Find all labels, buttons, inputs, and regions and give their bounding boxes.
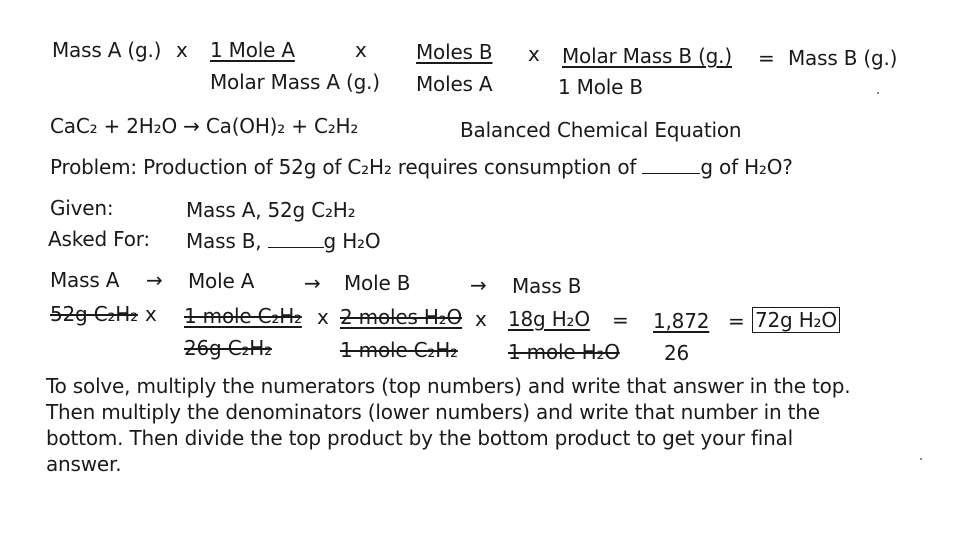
asked-blank	[268, 229, 324, 248]
calc-denominator-1	[184, 336, 272, 360]
formula-one-mole-a: 1 Mole A	[210, 38, 295, 62]
step-mass-a: Mass A	[50, 268, 120, 292]
problem-prefix: Problem: Production of 52g of C₂H₂ requires consumption of	[50, 155, 643, 179]
instructions-paragraph	[46, 373, 926, 477]
calc-denominator-product: 26	[664, 341, 690, 365]
calc-denominator-1-value: 26g C₂H₂	[184, 336, 272, 360]
step-mole-b: Mole B	[344, 271, 411, 295]
calc-numerator-3: 18g H₂O	[508, 307, 590, 331]
formula-mass-a: Mass A (g.)	[52, 38, 162, 62]
given-label: Given:	[50, 196, 114, 220]
formula-mass-b: Mass B (g.)	[788, 46, 898, 70]
problem-statement	[50, 155, 793, 179]
calc-numerator-2: 2 moles H₂O	[340, 305, 463, 329]
formula-one-mole-b: 1 Mole B	[558, 75, 643, 99]
formula-moles-a: Moles A	[416, 72, 493, 96]
step-arrow-1: →	[146, 268, 163, 292]
calc-times-1: x	[145, 302, 157, 326]
scan-speck	[920, 458, 922, 460]
calc-numerator-1: 1 mole C₂H₂	[184, 304, 302, 328]
formula-molar-mass-b: Molar Mass B (g.)	[562, 44, 732, 68]
calc-equals-2: =	[728, 309, 745, 333]
asked-label: Asked For:	[48, 227, 150, 251]
step-arrow-3: →	[470, 273, 487, 297]
formula-molar-mass-a: Molar Mass A (g.)	[210, 70, 380, 94]
balanced-equation-label: Balanced Chemical Equation	[460, 118, 742, 142]
asked-suffix: g H₂O	[323, 229, 381, 253]
instructions-line: bottom. Then divide the top product by the bottom product to get your final	[46, 426, 793, 450]
formula-times-3: x	[528, 42, 540, 66]
calc-equals-1: =	[612, 308, 629, 332]
calc-times-2: x	[317, 305, 329, 329]
calc-final-answer: 72g H₂O	[752, 307, 840, 333]
formula-times-1: x	[176, 38, 188, 62]
calc-denominator-3: 1 mole H₂O	[508, 340, 620, 364]
balanced-equation: CaC₂ + 2H₂O → Ca(OH)₂ + C₂H₂	[50, 114, 359, 138]
given-value: Mass A, 52g C₂H₂	[186, 198, 356, 222]
calc-numerator-product: 1,872	[653, 309, 710, 333]
problem-blank	[642, 155, 700, 174]
instructions-line: To solve, multiply the numerators (top numbers) and write that answer in the top.	[46, 374, 851, 398]
calc-start: 52g C₂H₂	[50, 302, 138, 326]
asked-prefix: Mass B,	[186, 229, 268, 253]
problem-suffix: g of H₂O?	[700, 155, 793, 179]
formula-equals: =	[758, 46, 775, 70]
calc-times-3: x	[475, 307, 487, 331]
step-arrow-2: →	[304, 271, 321, 295]
calc-denominator-2: 1 mole C₂H₂	[340, 338, 458, 362]
step-mass-b: Mass B	[512, 274, 582, 298]
instructions-line: answer.	[46, 452, 122, 476]
step-mole-a: Mole A	[188, 269, 255, 293]
formula-times-2: x	[355, 38, 367, 62]
asked-value	[186, 229, 380, 253]
instructions-line: Then multiply the denominators (lower numbers) and write that number in the	[46, 400, 820, 424]
scan-speck	[877, 92, 879, 94]
formula-moles-b: Moles B	[416, 40, 493, 64]
